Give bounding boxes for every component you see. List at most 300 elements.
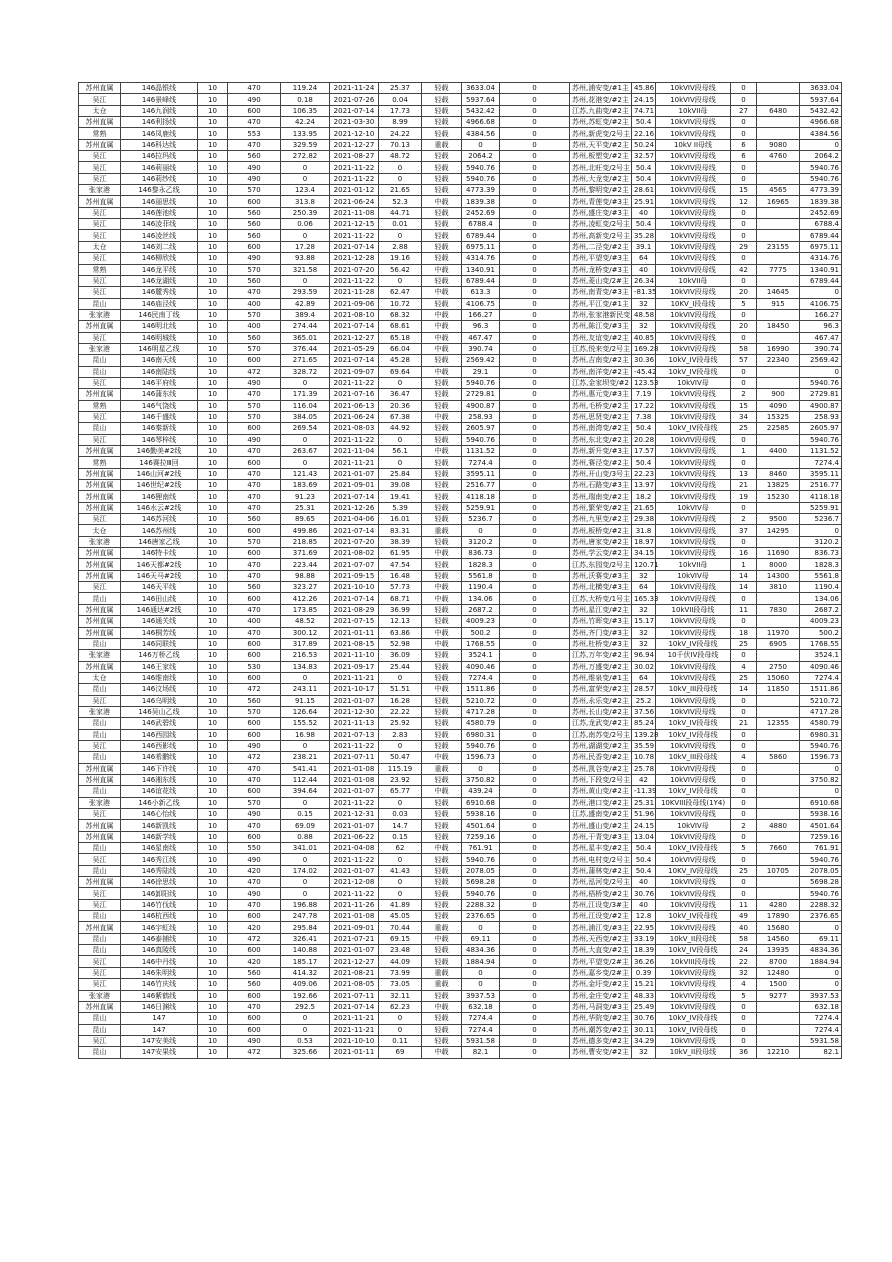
cell-remaining-capacity: 632.18 [800,1001,842,1012]
cell-line-name: 146平府线 [121,377,198,388]
cell-user-count: 2 [731,389,757,400]
cell-load-rate: 51.51 [379,684,422,695]
cell-bus-segment: 10kVIV段母线 [656,457,731,468]
cell-line-name: 146通达#2线 [121,604,198,615]
cell-available-capacity: 613.3 [462,287,500,298]
cell-region: 吴江 [79,411,121,422]
cell-line-name: 146气饶线 [121,400,198,411]
cell-load-status: 轻载 [422,695,462,706]
cell-date: 2021-01-07 [330,865,379,876]
cell-voltage: 10 [198,911,228,922]
cell-region: 常熟 [79,457,121,468]
cell-transformer-load: 50.4 [632,854,656,865]
cell-transformer-load: 39.1 [632,241,656,252]
cell-user-count: 0 [731,117,757,128]
cell-bus-segment: 10kVIV段母线 [656,241,731,252]
cell-col-zero: 0 [500,151,570,162]
cell-remaining-capacity: 2064.2 [800,151,842,162]
cell-voltage: 10 [198,253,228,264]
cell-remaining-capacity: 4384.56 [800,128,842,139]
cell-user-count: 40 [731,922,757,933]
cell-date: 2021-01-07 [330,695,379,706]
cell-region: 昆山 [79,423,121,434]
cell-load-rate: 66.04 [379,343,422,354]
cell-install-capacity [757,809,800,820]
cell-substation: 苏州,盛庄变/#3主 [570,207,632,218]
cell-remaining-capacity: 1828.3 [800,559,842,570]
cell-install-capacity: 2750 [757,661,800,672]
table-row [79,355,842,366]
cell-install-capacity [757,616,800,627]
cell-load-rate: 0 [379,377,422,388]
table-row [79,774,842,785]
cell-col-zero: 0 [500,559,570,570]
cell-max-current: 321.58 [281,264,330,275]
cell-region: 昆山 [79,366,121,377]
cell-date: 2021-01-11 [330,627,379,638]
cell-max-current: 326.41 [281,933,330,944]
cell-max-current: 409.06 [281,979,330,990]
cell-user-count: 29 [731,241,757,252]
cell-max-current: 25.31 [281,502,330,513]
cell-available-capacity: 4106.75 [462,298,500,309]
cell-max-current: 42.89 [281,298,330,309]
cell-rated-current: 600 [228,672,281,683]
cell-voltage: 10 [198,355,228,366]
table-row [79,763,842,774]
cell-substation: 苏州,二泾变/#2主 [570,241,632,252]
cell-load-rate: 44.09 [379,956,422,967]
cell-transformer-load: 0.39 [632,967,656,978]
cell-bus-segment: 10kVIV段母线 [656,854,731,865]
cell-user-count: 19 [731,491,757,502]
cell-region: 昆山 [79,786,121,797]
cell-date: 2021-12-30 [330,706,379,717]
cell-date: 2021-07-14 [330,491,379,502]
cell-transformer-load: 50.4 [632,219,656,230]
cell-max-current: 0.06 [281,219,330,230]
cell-substation: 江苏,金家坝变/#2 [570,377,632,388]
cell-rated-current: 470 [228,446,281,457]
cell-rated-current: 600 [228,990,281,1001]
cell-region: 昆山 [79,911,121,922]
cell-max-current: 376.44 [281,343,330,354]
table-row [79,536,842,547]
cell-bus-segment: 10kVIV段母线 [656,922,731,933]
cell-transformer-load: 10.78 [632,752,656,763]
cell-max-current: 0.18 [281,94,330,105]
cell-max-current: 274.44 [281,321,330,332]
cell-rated-current: 420 [228,956,281,967]
cell-load-rate: 0 [379,1013,422,1024]
cell-max-current: 89.65 [281,514,330,525]
cell-install-capacity [757,831,800,842]
cell-substation: 苏州,平望变/#3主 [570,253,632,264]
cell-remaining-capacity: 761.91 [800,843,842,854]
cell-install-capacity [757,366,800,377]
cell-load-rate: 36.47 [379,389,422,400]
cell-user-count: 0 [731,309,757,320]
cell-max-current: 389.4 [281,309,330,320]
cell-region: 吴江 [79,151,121,162]
cell-voltage: 10 [198,899,228,910]
cell-line-name: 146蒲东线 [121,389,198,400]
cell-install-capacity [757,593,800,604]
cell-col-zero: 0 [500,604,570,615]
cell-load-status: 轻载 [422,502,462,513]
cell-user-count: 4 [731,979,757,990]
table-row [79,173,842,184]
cell-voltage: 10 [198,843,228,854]
cell-load-status: 轻载 [422,377,462,388]
cell-remaining-capacity: 2452.69 [800,207,842,218]
cell-install-capacity: 9080 [757,139,800,150]
cell-date: 2021-01-12 [330,185,379,196]
cell-voltage: 10 [198,514,228,525]
cell-remaining-capacity: 836.73 [800,548,842,559]
cell-voltage: 10 [198,94,228,105]
cell-substation: 苏州,新虎变/2号主 [570,128,632,139]
table-row [79,185,842,196]
cell-line-name: 146狸南线 [121,491,198,502]
cell-max-current: 371.69 [281,548,330,559]
cell-transformer-load: 30.76 [632,888,656,899]
cell-substation: 江苏,万年变/#2主 [570,650,632,661]
cell-date: 2021-10-10 [330,1035,379,1046]
cell-substation: 苏州,曹安变/#2主 [570,1047,632,1058]
cell-remaining-capacity: 2687.2 [800,604,842,615]
cell-load-rate: 0.01 [379,219,422,230]
cell-transformer-load: 30.11 [632,1024,656,1035]
cell-install-capacity [757,275,800,286]
cell-user-count: 0 [731,332,757,343]
cell-col-zero: 0 [500,468,570,479]
cell-load-rate: 83.31 [379,525,422,536]
table-row [79,888,842,899]
cell-available-capacity: 29.1 [462,366,500,377]
cell-transformer-load: 15.21 [632,979,656,990]
cell-rated-current: 420 [228,865,281,876]
cell-voltage: 10 [198,162,228,173]
cell-date: 2021-07-15 [330,616,379,627]
cell-user-count: 0 [731,219,757,230]
cell-rated-current: 600 [228,945,281,956]
cell-transformer-load: 123.53 [632,377,656,388]
cell-max-current: 174.02 [281,865,330,876]
cell-date: 2021-04-06 [330,514,379,525]
cell-region: 吴江 [79,695,121,706]
cell-date: 2021-08-02 [330,548,379,559]
cell-transformer-load: 40 [632,207,656,218]
cell-voltage: 10 [198,990,228,1001]
cell-date: 2021-11-22 [330,275,379,286]
cell-substation: 苏州,东北变/#2主 [570,434,632,445]
table-row [79,83,842,94]
cell-load-status: 重载 [422,763,462,774]
cell-date: 2021-01-08 [330,911,379,922]
cell-remaining-capacity: 69.11 [800,933,842,944]
cell-substation: 江苏,悦来变/2号主 [570,343,632,354]
cell-user-count: 5 [731,298,757,309]
cell-available-capacity: 7259.16 [462,831,500,842]
cell-voltage: 10 [198,865,228,876]
cell-line-name: 146千盛线 [121,411,198,422]
cell-load-status: 轻载 [422,604,462,615]
cell-bus-segment: 10kV_IV段母线 [656,423,731,434]
cell-remaining-capacity: 4717.28 [800,706,842,717]
cell-install-capacity [757,332,800,343]
cell-bus-segment: 10kVIV段母线 [656,979,731,990]
cell-available-capacity: 7274.4 [462,1024,500,1035]
cell-load-rate: 65.18 [379,332,422,343]
cell-col-zero: 0 [500,173,570,184]
cell-voltage: 10 [198,275,228,286]
cell-available-capacity: 5561.8 [462,570,500,581]
cell-region: 太仓 [79,672,121,683]
cell-substation: 苏州,天西变/#2主 [570,933,632,944]
cell-max-current: 171.39 [281,389,330,400]
cell-date: 2021-11-22 [330,797,379,808]
cell-rated-current: 470 [228,83,281,94]
cell-user-count: 24 [731,945,757,956]
table-row [79,264,842,275]
cell-available-capacity: 5940.76 [462,173,500,184]
cell-install-capacity: 6905 [757,638,800,649]
cell-install-capacity: 15060 [757,672,800,683]
cell-install-capacity: 14300 [757,570,800,581]
cell-load-rate: 62.47 [379,287,422,298]
cell-user-count: 0 [731,616,757,627]
cell-line-name: 146拉玛线 [121,151,198,162]
cell-install-capacity [757,1024,800,1035]
cell-date: 2021-10-17 [330,684,379,695]
cell-voltage: 10 [198,548,228,559]
cell-remaining-capacity: 5940.76 [800,888,842,899]
cell-available-capacity: 4090.46 [462,661,500,672]
cell-remaining-capacity: 5931.58 [800,1035,842,1046]
cell-col-zero: 0 [500,377,570,388]
table-row [79,672,842,683]
cell-user-count: 0 [731,83,757,94]
cell-substation: 苏州,毛桥变/#2主 [570,400,632,411]
cell-transformer-load: 50.4 [632,423,656,434]
cell-install-capacity [757,786,800,797]
cell-install-capacity [757,729,800,740]
cell-available-capacity: 3937.53 [462,990,500,1001]
cell-install-capacity: 9277 [757,990,800,1001]
cell-load-rate: 36.09 [379,650,422,661]
cell-bus-segment: 10kV_IV段母线 [656,786,731,797]
cell-region: 张家港 [79,706,121,717]
cell-remaining-capacity: 6789.44 [800,230,842,241]
cell-rated-current: 470 [228,117,281,128]
cell-col-zero: 0 [500,570,570,581]
cell-transformer-load: 50.4 [632,843,656,854]
cell-install-capacity [757,706,800,717]
cell-remaining-capacity: 0 [800,525,842,536]
cell-available-capacity: 0 [462,525,500,536]
cell-line-name: 146西园线 [121,729,198,740]
cell-substation: 苏州,泓河变/2号主 [570,877,632,888]
cell-remaining-capacity: 5940.76 [800,740,842,751]
cell-install-capacity: 6480 [757,105,800,116]
cell-rated-current: 600 [228,831,281,842]
cell-rated-current: 550 [228,843,281,854]
cell-install-capacity: 12480 [757,967,800,978]
cell-load-status: 轻载 [422,1035,462,1046]
cell-available-capacity: 0 [462,139,500,150]
cell-load-rate: 50.47 [379,752,422,763]
cell-transformer-load: 120.71 [632,559,656,570]
cell-rated-current: 560 [228,207,281,218]
table-row [79,854,842,865]
cell-max-current: 91.23 [281,491,330,502]
cell-available-capacity: 6910.68 [462,797,500,808]
cell-region: 昆山 [79,638,121,649]
cell-max-current: 192.66 [281,990,330,1001]
cell-date: 2021-08-05 [330,979,379,990]
cell-available-capacity: 4966.68 [462,117,500,128]
cell-region: 苏州直属 [79,468,121,479]
cell-rated-current: 472 [228,752,281,763]
cell-bus-segment: 10KV_IV段母线 [656,865,731,876]
table-row [79,117,842,128]
cell-bus-segment: 10kV_IV段母线 [656,718,731,729]
cell-line-name: 146龙湖线 [121,275,198,286]
table-row [79,797,842,808]
table-row [79,979,842,990]
cell-max-current: 183.69 [281,480,330,491]
cell-max-current: 106.35 [281,105,330,116]
table-row [79,287,842,298]
cell-region: 苏州直属 [79,570,121,581]
cell-available-capacity: 1131.52 [462,446,500,457]
table-row [79,559,842,570]
cell-rated-current: 490 [228,173,281,184]
cell-substation: 苏州,沃赛变/#3主 [570,570,632,581]
cell-install-capacity: 4565 [757,185,800,196]
cell-voltage: 10 [198,83,228,94]
cell-bus-segment: 10kVIV段母线 [656,593,731,604]
cell-user-count: 25 [731,865,757,876]
cell-remaining-capacity: 4900.87 [800,400,842,411]
cell-rated-current: 570 [228,400,281,411]
cell-max-current: 271.65 [281,355,330,366]
cell-install-capacity: 16965 [757,196,800,207]
cell-load-rate: 12.13 [379,616,422,627]
cell-region: 吴江 [79,94,121,105]
cell-load-rate: 68.32 [379,309,422,320]
cell-load-status: 中载 [422,287,462,298]
cell-max-current: 0 [281,457,330,468]
cell-voltage: 10 [198,411,228,422]
cell-col-zero: 0 [500,990,570,1001]
cell-rated-current: 470 [228,1001,281,1012]
cell-load-rate: 115.19 [379,763,422,774]
cell-install-capacity: 4880 [757,820,800,831]
cell-available-capacity: 3633.04 [462,83,500,94]
cell-line-name: 146特卡线 [121,548,198,559]
cell-max-current: 541.41 [281,763,330,774]
table-row [79,502,842,513]
cell-user-count: 5 [731,990,757,1001]
cell-region: 昆山 [79,1024,121,1035]
cell-voltage: 10 [198,309,228,320]
cell-user-count: 0 [731,502,757,513]
cell-transformer-load: 25.78 [632,763,656,774]
cell-user-count: 37 [731,525,757,536]
cell-rated-current: 472 [228,1047,281,1058]
cell-install-capacity [757,377,800,388]
cell-load-status: 轻载 [422,570,462,581]
cell-col-zero: 0 [500,1035,570,1046]
cell-col-zero: 0 [500,831,570,842]
cell-remaining-capacity: 7274.4 [800,1024,842,1035]
cell-remaining-capacity: 4773.39 [800,185,842,196]
cell-remaining-capacity: 390.74 [800,343,842,354]
cell-substation: 苏州,嘉乡变/2#主 [570,967,632,978]
cell-line-name: 146竹庆线 [121,979,198,990]
cell-line-name: 146宇虹线 [121,922,198,933]
cell-voltage: 10 [198,638,228,649]
cell-col-zero: 0 [500,672,570,683]
cell-substation: 苏州,板桥变/#2主 [570,525,632,536]
cell-available-capacity: 69.11 [462,933,500,944]
cell-rated-current: 570 [228,185,281,196]
cell-voltage: 10 [198,241,228,252]
cell-rated-current: 600 [228,457,281,468]
cell-load-rate: 44.92 [379,423,422,434]
cell-max-current: 133.95 [281,128,330,139]
cell-user-count: 25 [731,423,757,434]
cell-region: 吴江 [79,888,121,899]
cell-line-name: 147 [121,1013,198,1024]
cell-region: 昆山 [79,718,121,729]
cell-rated-current: 400 [228,298,281,309]
cell-available-capacity: 5210.72 [462,695,500,706]
cell-load-rate: 19.41 [379,491,422,502]
cell-load-status: 中载 [422,343,462,354]
cell-region: 吴江 [79,740,121,751]
cell-substation: 苏州,盛山变/#2主 [570,820,632,831]
cell-install-capacity: 3810 [757,582,800,593]
cell-bus-segment: 10kVII段母线 [656,604,731,615]
cell-install-capacity: 8700 [757,956,800,967]
cell-voltage: 10 [198,945,228,956]
cell-voltage: 10 [198,491,228,502]
cell-voltage: 10 [198,593,228,604]
cell-bus-segment: 10千伏IV段母线 [656,650,731,661]
cell-region: 吴江 [79,230,121,241]
cell-bus-segment: 10kVIV段母线 [656,321,731,332]
cell-bus-segment: 10kVIV段母线 [656,548,731,559]
cell-transformer-load: 34.29 [632,1035,656,1046]
cell-col-zero: 0 [500,638,570,649]
cell-rated-current: 560 [228,219,281,230]
cell-substation: 苏州,龙桥变/#3主 [570,264,632,275]
cell-remaining-capacity: 5210.72 [800,695,842,706]
cell-user-count: 0 [731,94,757,105]
cell-rated-current: 600 [228,593,281,604]
cell-substation: 苏州,天平变/#2主 [570,139,632,150]
cell-line-name: 146武碧线 [121,718,198,729]
cell-load-rate: 41.43 [379,865,422,876]
table-row [79,411,842,422]
cell-install-capacity [757,1035,800,1046]
cell-user-count: 58 [731,343,757,354]
cell-region: 昆山 [79,684,121,695]
cell-remaining-capacity: 0 [800,287,842,298]
